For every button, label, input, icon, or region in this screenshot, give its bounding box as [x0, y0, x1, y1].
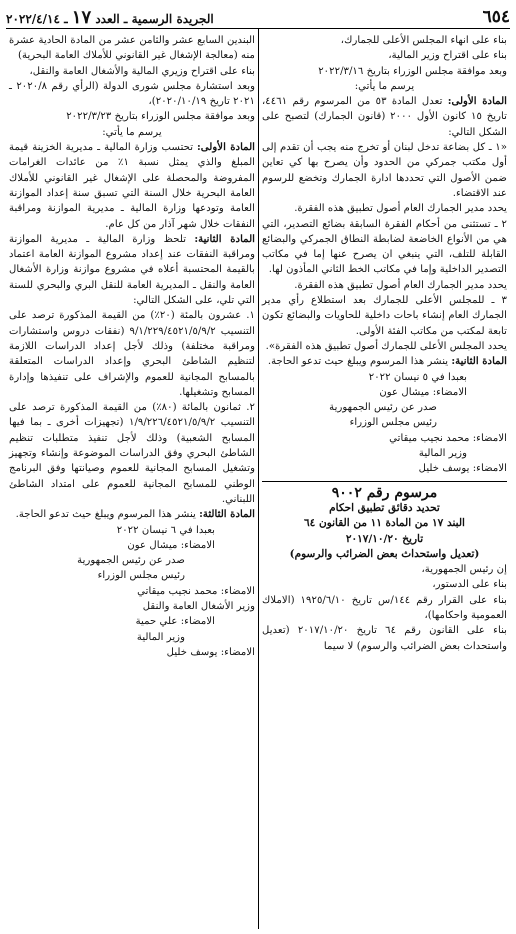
preamble-line: بناء على انهاء المجلس الأعلى للجمارك، — [340, 35, 507, 46]
article-label: المادة الثالثة: — [199, 508, 255, 521]
place-date: بعبدا في ٦ نيسان ٢٠٢٢ — [116, 524, 215, 536]
signature: الامضاء: ميشال عون — [127, 539, 215, 551]
article-text: تعدل المادة ٥٣ من المرسوم رقم ٤٤٦١، تاريخ ١٥ كانون الأول ٢٠٠٠ (قانون الجمارك) لتصبح على الشكل التالي: — [262, 96, 507, 138]
article-label: المادة الثانية: — [194, 232, 255, 245]
article-text: ينشر هذا المرسوم ويبلغ حيث تدعو الحاجة. — [267, 356, 449, 368]
signature: الامضاء: يوسف خليل — [418, 463, 507, 475]
decree-title: مرسوم رقم ٩٠٠٢ — [331, 484, 438, 501]
decree-formula: يرسم ما يأتي: — [354, 80, 415, 92]
section-divider — [262, 481, 507, 482]
signature: الامضاء: ميشال عون — [379, 386, 467, 398]
header-issue: ١٧ — [71, 6, 92, 28]
article-2 — [262, 354, 507, 369]
left-column — [6, 29, 258, 929]
article-item: ٢. ثمانون بالمائة (٨٠٪) من القيمة المذكورة ترصد على التنسيب ١/٩/٢٢٦/٤٥٢١/٥/٩/٢ (تجهيزات أخرى ـ بما فيها المسابح الشعبية) وذلك لأجل تنفيذ متطلبات تنظيم الشاطئ البحري وفق الدراسات الموضوعة وإنشاء وتجهيز وتشغيل المسابح المجانية للعموم وصيانتها وفق البرنامج الوطني للمسابح المجانية للعموم على امتداد الشاطئ اللبناني. — [9, 402, 255, 505]
article-1 — [9, 140, 255, 232]
official-title: وزير المالية — [418, 448, 467, 460]
signature: الامضاء: يوسف خليل — [166, 646, 255, 658]
article-label: المادة الثانية: — [451, 355, 507, 368]
official-title: وزير الأشغال العامة والنقل — [142, 600, 255, 612]
issued-by: صدر عن رئيس الجمهورية — [77, 555, 185, 567]
official-title: وزير المالية — [136, 631, 185, 643]
article-text: ينشر هذا المرسوم ويبلغ حيث تدعو الحاجة. — [15, 509, 196, 521]
place-date: بعبدا في ٥ نيسان ٢٠٢٢ — [368, 371, 467, 383]
decree-subtitle: تحديد دقائق تطبيق احكام — [329, 501, 440, 514]
page-number: ٦٥٤ — [482, 7, 510, 27]
article-paragraph: يحدد مدير الجمارك العام أصول تطبيق هذه الفقرة. — [294, 279, 507, 291]
official-title: رئيس مجلس الوزراء — [349, 417, 437, 429]
article-label: المادة الأولى: — [197, 141, 256, 154]
preamble-line: بناء على الدستور، — [432, 579, 507, 591]
right-column — [258, 29, 510, 929]
article-paragraph: «١ ـ كل بضاعة تدخل لبنان أو تخرج منه يجب أن تقدم إلى أول مكتب جمركي من الحدود وأن يصرح بها كي تعاين ضمن الأصول التي تحددها ادارة الجمارك وتخضع للرسوم عند الاقتضاء. — [262, 142, 507, 199]
decree-subtitle: تاريخ ٢٠١٧/١٠/٢٠ — [345, 532, 424, 545]
article-text: تحتسب وزارة المالية ـ مديرية الخزينة قيمة المبلغ والذي يمثل نسبة ١٪ من عائدات الغرامات المفروضة والمحصلة على الإشغال غير القانوني للأملاك العامة البحرية خلال السنة التي تسبق سنة إعداد الموازنة العامة وتودعها وزارة المالية ـ مديرية الموازنة ومراقبة النفقات خلال شهر آذار من كل عام. — [9, 142, 255, 230]
article-paragraph: ٣ ـ للمجلس الأعلى للجمارك بعد استطلاع رأي مدير الجمارك العام إنشاء باحات داخلية للحاويات والبضائع تكون تابعة لمكتب من مكاتب الفئة الأولى. — [262, 295, 507, 337]
preamble-line: بناء على اقتراح وزيري المالية والأشغال العامة والنقل، — [29, 65, 255, 77]
preamble-line: البندين السابع عشر والثامن عشر من المادة الحادية عشرة منه (معالجة الإشغال غير القانوني للأملاك العامة البحرية) — [9, 35, 255, 62]
running-header — [6, 7, 214, 28]
page-header — [6, 6, 510, 29]
signature: الامضاء: علي حمية — [135, 616, 215, 628]
columns — [6, 29, 510, 929]
article-item: ١. عشرون بالمئة (٢٠٪) من القيمة المذكورة ترصد على التنسيب ٩/١/٢٢٩/٤٥٢١/٥/٩/٢ (نفقات دروس واستشارات ومراقبة مختلفة) وذلك لأجل إعداد الدراسات اللازمة لتنظيم الشاطئ البحري وإعداد الدراسات المتعلقة بالمسابح المجانية للعموم والإشراف على تنفيذها وإدارة المسابح وتشغيلها. — [9, 310, 255, 398]
article-1 — [262, 94, 507, 140]
signature: الامضاء: محمد نجيب ميقاتي — [389, 432, 507, 444]
article-paragraph: ٢ ـ تستثنى من أحكام الفقرة السابقة بضائع التصدير، التي هي من الأنواع الخاضعة لضابطة النطاق الجمركي والبضائع القابلة للتلف، التي ينبغي ان يصرح عنها إما في مكاتب التصدير الداخلية وإما في مكاتب الخط الثاني المأذون لها. — [262, 218, 507, 276]
article-text: تلحظ وزارة المالية ـ مديرية الموازنة ومراقبة النفقات عند إعداد مشروع الموازنة العامة اعتماد بالقيمة المحتسبة أعلاه في مشروع موازنة وزارة الأشغال العامة والنقل ـ المديرية العامة للنقل البري والبحري للسنة التي تلي، على الشكل التالي: — [9, 233, 255, 307]
article-label: المادة الأولى: — [447, 95, 508, 108]
issued-by: صدر عن رئيس الجمهورية — [329, 402, 437, 414]
preamble-line: بناء على القرار رقم ١٤٤/س تاريخ ١٩٢٥/٦/١٠ (الاملاك العمومية واحكامها)، — [262, 594, 507, 621]
decree-formula: يرسم ما يأتي: — [102, 126, 162, 138]
preamble-line: وبعد موافقة مجلس الوزراء بتاريخ ٢٠٢٢/٣/١٦ — [318, 65, 507, 77]
preamble-line: وبعد موافقة مجلس الوزراء بتاريخ ٢٠٢٢/٣/٢٣ — [66, 111, 255, 123]
article-paragraph: يحدد المجلس الأعلى للجمارك أصول تطبيق هذه الفقرة». — [265, 340, 507, 352]
article-2 — [9, 232, 255, 308]
decree-subtitle: البند ١٧ من المادة ١١ من القانون ٦٤ — [304, 517, 465, 530]
article-paragraph: يحدد مدير الجمارك العام أصول تطبيق هذه الفقرة. — [294, 203, 507, 215]
preamble-line: إن رئيس الجمهورية، — [421, 564, 507, 576]
preamble-line: وبعد استشارة مجلس شورى الدولة (الرأي رقم ٢٠٢٠/٨ ـ ٢٠٢١ تاريخ ٢٠٢٠/١٠/١٩)، — [9, 80, 255, 108]
decree-subtitle: (تعديل واستحداث بعض الضرائب والرسوم) — [289, 547, 480, 560]
preamble-line: بناء على اقتراح وزير المالية، — [388, 50, 507, 62]
header-title: الجريدة الرسمية ـ العدد — [95, 11, 214, 26]
signature: الامضاء: محمد نجيب ميقاتي — [137, 585, 255, 597]
preamble-line: بناء على القانون رقم ٦٤ تاريخ ٢٠١٧/١٠/٢٠ (تعديل واستحداث بعض الضرائب والرسوم) لا سيما — [262, 625, 507, 652]
article-3 — [9, 507, 255, 522]
official-title: رئيس مجلس الوزراء — [97, 570, 185, 582]
header-date: ـ ٢٠٢٢/٤/١٤ — [6, 11, 68, 26]
